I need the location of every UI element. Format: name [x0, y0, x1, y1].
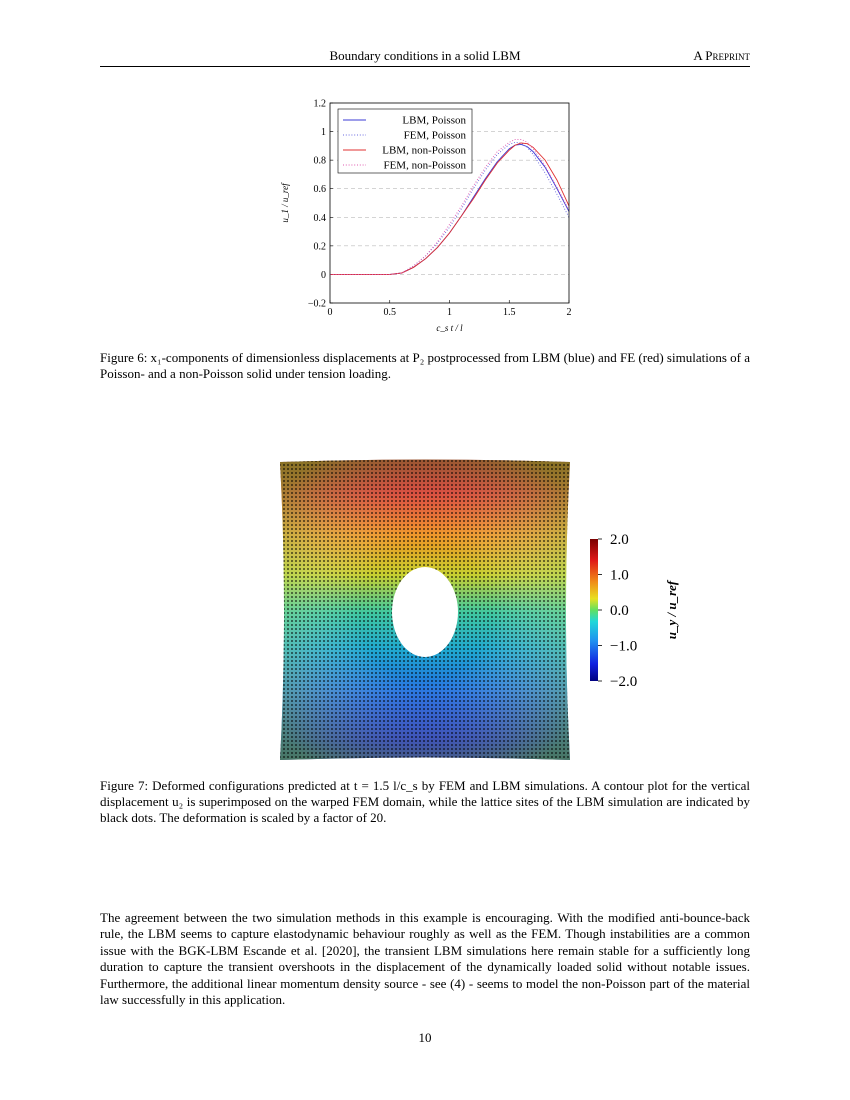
y-tick-label: 0.6	[313, 184, 326, 196]
legend	[338, 109, 472, 173]
hole	[392, 567, 458, 657]
x-tick-label: 1.5	[503, 307, 516, 318]
y-tick-label: 0	[321, 269, 326, 281]
figure-7-caption: Figure 7: Deformed configurations predicted at t = 1.5 l/c_s by FEM and LBM simulations. A contour plot for the vertical displacement u₂ is superimposed on the warped FEM domain, while the lattice sites of the LBM simulation are indicated by black dots. The deformation is scaled by a factor of 20.	[100, 778, 750, 825]
colorbar-label: u_y / u_ref	[664, 580, 679, 640]
figure-7-contour-plot	[270, 455, 580, 770]
x-tick-label: 2	[566, 307, 572, 318]
y-tick-label: 1.2	[313, 98, 326, 110]
legend-label: FEM, non-Poisson	[383, 159, 466, 172]
running-title: Boundary conditions in a solid LBM	[329, 48, 521, 63]
x-tick-label: 1	[447, 307, 452, 318]
colorbar-tick-label: 2.0	[610, 532, 629, 548]
x-tick-label: 0.5	[383, 307, 396, 318]
colorbar-ticks	[598, 532, 637, 688]
body-paragraph: The agreement between the two simulation methods in this example is encouraging. With the modified anti-bounce-back rule, the LBM seems to capture elastodynamic behaviour roughly as well as the FEM. Though instabilities are a common issue with the BGK-LBM Escande et al. [2020], the transient LBM simulations here remain stable for a sufficiently long duration to capture the transient overshoots in the displacement of the dynamically loaded solid without notable issues. Furthermore, the additional linear momentum density source - see (4) - seems to model the non-Poisson part of the material law successfully in this application.	[100, 910, 750, 1008]
colorbar	[578, 528, 688, 688]
preprint-label: A Preprint	[693, 48, 750, 63]
y-tick-label: 1	[321, 127, 326, 139]
x-axis-label: c_s t / l	[436, 323, 463, 333]
colorbar-tick-label: −2.0	[610, 674, 638, 688]
legend-label: LBM, Poisson	[402, 114, 466, 127]
colorbar-gradient	[590, 539, 598, 681]
legend-label: FEM, Poisson	[403, 129, 466, 142]
colorbar-tick-label: −1.0	[610, 638, 638, 655]
figure-6-caption: Figure 6: x₁-components of dimensionless displacements at P₂ postprocessed from LBM (blue) and FE (red) simulations of a Poisson- and a non-Poisson solid under tension loading.	[100, 350, 750, 381]
page-header	[100, 48, 750, 67]
y-tick-label: −0.2	[307, 298, 326, 310]
x-tick-label: 0	[327, 307, 333, 318]
colorbar-tick-label: 1.0	[610, 567, 629, 584]
page-number: 10	[418, 1030, 432, 1045]
y-tick-label: 0.4	[313, 212, 326, 224]
colorbar-tick-label: 0.0	[610, 603, 629, 619]
figure-6-chart	[270, 95, 580, 345]
y-tick-label: 0.2	[313, 241, 326, 253]
legend-label: LBM, non-Poisson	[382, 144, 466, 157]
y-axis-label: u_1 / u_ref	[280, 183, 290, 223]
y-tick-label: 0.8	[313, 155, 326, 167]
